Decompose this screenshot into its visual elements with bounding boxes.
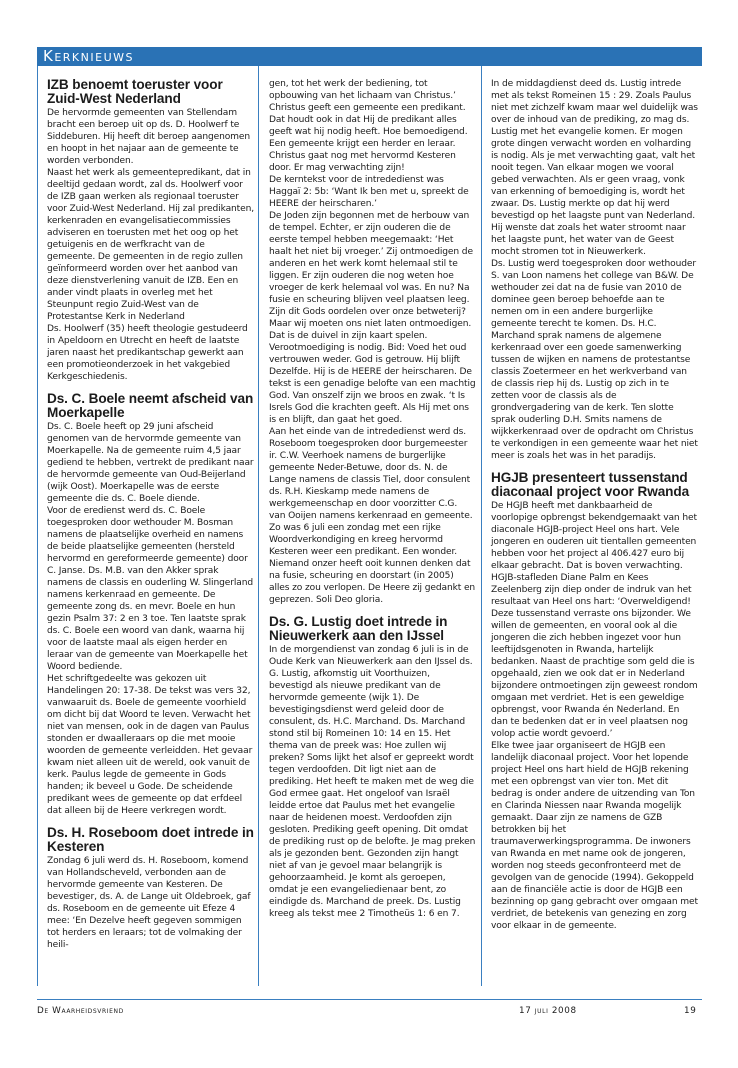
section-header-bar (37, 47, 702, 66)
article-paragraph: De hervormde gemeenten van Stellendam bracht een beroep uit op ds. D. Hoolwerf te Siddeburen. Hij heeft dit beroep aangenomen en hoopt in het najaar aan de gemeente te worden verbonden. (47, 108, 251, 166)
column-rule (481, 66, 482, 986)
article-headline: Ds. C. Boele neemt afscheid van Moerkapelle (47, 391, 254, 420)
footer-date: 17 juli 2008 (519, 1006, 577, 1016)
footer-rule (37, 999, 702, 1000)
article-paragraph: Ds. Hoolwerf (35) heeft theologie gestudeerd in Apeldoorn en Utrecht en heeft de laatste jaren naast het predikantschap gewerkt aan een promotieonderzoek in het vakgebied Kerkgeschiedenis. (47, 324, 248, 382)
article-paragraph: gen, tot het werk der bediening, tot opbouwing van het lichaam van Christus.’ Christus geeft een gemeente een predikant. Dat houdt ook in dat Hij de predikant alles geeft wat hij nodig heeft. Hoe bemoedigend. Een gemeente krijgt een herder en leraar. Christus gaat nog met hervormd Kesteren door. Er mag verwachting zijn! (269, 79, 468, 173)
section-title: Kerknieuws (43, 47, 134, 65)
article-paragraph: Naast het werk als gemeentepredikant, dat in deeltijd gedaan wordt, zal ds. Hoolwerf voor de IZB gaan werken als regionaal toeruster voor Zuid-West Nederland. Hij zal predikanten, kerkenraden en evangelisatiecommissies adviseren en toerusten met het oog op het getuigenis en de werfkracht van de gemeente. De gemeenten in de regio zullen geïnformeerd worden over het aanbod van deze dienstverlening vanuit de IZB. Een en ander vindt plaats in overleg met het Steunpunt regio Zuid-West van de Protestantse Kerk in Nederland (47, 168, 254, 322)
article-paragraph: De HGJB heeft met dankbaarheid de voorlopige opbrengst bekendgemaakt van het diaconale HGJB-project Heel ons hart. Vele jongeren en ouderen uit tientallen gemeenten hebben voor het project al 406.427 euro bij elkaar gebracht. Dat is boven verwachting. HGJB-stafleden Diane Palm en Kees Zeelenberg zijn diep onder de indruk van het resultaat van Heel ons hart: ‘Overweldigend! Deze tussenstand verraste ons bijzonder. We willen de gemeenten, en vooral ook al die jongeren die zich hebben ingezet voor hun leeftijdsgenoten in Rwanda, hartelijk bedanken. Naast de prachtige som geld die is opgehaald, zien we ook dat er in Nederland bijzondere ontmoetingen zijn geweest rondom omgaan met verdriet. Het is een geweldige opbrengst, voor Rwanda én Nederland. En dan te bedenken dat er in veel plaatsen nog volop actie wordt gevoerd.’ (491, 501, 698, 739)
article-paragraph: Ds. C. Boele heeft op 29 juni afscheid genomen van de hervormde gemeente van Moerkapelle. Na de gemeente ruim 4,5 jaar gediend te hebben, vertrekt de predikant naar de hervormde gemeente van Oud-Beijerland (wijk Oost). Moerkapelle was de eerste gemeente die ds. C. Boele diende. (47, 422, 254, 504)
article-headline: Ds. H. Roseboom doet intrede in Kesteren (47, 825, 254, 854)
column-rule (258, 66, 259, 986)
article-paragraph: Elke twee jaar organiseert de HGJB een landelijk diaconaal project. Voor het lopende project Heel ons hart hield de HGJB rekening met een opbrengst van vier ton. Met dit bedrag is onder andere de uitzending van Ton en Clarinda Niessen naar Rwanda mogelijk gemaakt. Daar zijn ze namens de GZB betrokken bij het traumaverwerkingsprogramma. De inwoners van Rwanda en met name ook de jongeren, worden nog steeds geconfronteerd met de gevolgen van de genocide (1994). Gekoppeld aan de financiële actie is door de HGJB een bezinning op gang gebracht over omgaan met verdriet, de betekenis van genezing en zorg voor elkaar in de gemeente. (491, 741, 698, 931)
article-column-2 (269, 78, 476, 920)
footer-page-number: 19 (684, 1006, 697, 1016)
article-column-3 (491, 78, 698, 932)
article-paragraph: De Joden zijn begonnen met de herbouw van de tempel. Echter, er zijn ouderen die de eerste tempel hebben meegemaakt: ‘Het haalt het niet bij vroeger.’ Zij ontmoedigen de anderen en het werk komt helemaal stil te liggen. Er zijn ouderen die nog weten hoe vroeger de kerk helemaal vol was. En nu? Na fusie en scheuring blijven veel plaatsen leeg. Zijn dit Gods oordelen over onze betweterij? Maar wij moeten ons niet laten ontmoedigen. Dat is de duivel in zijn kaart spelen. Verootmoediging is nodig. Bid: Voed het oud vertrouwen weder. God is getrouw. Hij blijft Dezelfde. Hij is de HEERE der heirscharen. De tekst is een genadige belofte van een machtig God. Van onszelf zijn we broos en zwak. ‘t Is Isrels God die krachten geeft. Als Hij met ons is en blijft, dan gaat het goed. (269, 211, 476, 425)
article-column-1 (47, 78, 254, 951)
article-headline: HGJB presenteert tussenstand diaconaal project voor Rwanda (491, 470, 690, 499)
article-paragraph: Zondag 6 juli werd ds. H. Roseboom, komend van Hollandscheveld, verbonden aan de hervormde gemeente van Kesteren. De bevestiger, ds. A. de Lange uit Oldebroek, gaf ds. Roseboom en de gemeente uit Efeze 4 mee: ‘En Dezelve heeft gegeven sommigen tot herders en leraars; tot de volmaking der heili- (47, 856, 251, 950)
article-paragraph: In de middagdienst deed ds. Lustig intrede met als tekst Romeinen 15 : 29. Zoals Paulus niet met zichzelf kwam maar wel duidelijk was over de inhoud van de prediking, zo mag ds. Lustig met het evangelie komen. Er mogen grote dingen verwacht worden en volharding is nodig. Als je met verwachting gaat, valt het nooit tegen. Van elkaar mogen we vooral gebed verwachten. Als er geen vraag, vonk van erkenning of bemoediging is, wordt het zwaar. Ds. Lustig merkte op dat hij werd bevestigd op het laagste punt van Nederland. Hij wenste dat zoals het water stroomt naar het laagste punt, het water van de Geest mocht stromen tot in Nieuwerkerk. (491, 79, 698, 257)
article-headline: Ds. G. Lustig doet intrede in Nieuwerkerk aan den IJssel (269, 614, 448, 643)
article-headline: IZB benoemt toeruster voor Zuid-West Nederland (47, 77, 223, 106)
article-paragraph: De kerntekst voor de intrededienst was Haggaï 2: 5b: ‘Want Ik ben met u, spreekt de HEERE der heirscharen.’ (269, 175, 469, 209)
column-rule-left (37, 66, 38, 986)
footer-publication: De Waarheidsvriend (37, 1006, 124, 1016)
article-paragraph: In de morgendienst van zondag 6 juli is in de Oude Kerk van Nieuwerkerk aan den IJssel ds. G. Lustig, afkomstig uit Voorthuizen, bevestigd als nieuwe predikant van de hervormde gemeente (wijk 1). De bevestigingsdienst werd geleid door de consulent, ds. H.C. Marchand. Ds. Marchand stond stil bij Romeinen 10: 14 en 15. Het thema van de preek was: Hoe zullen wij preken? Soms lijkt het alsof er gepreekt wordt tegen verdoofden. Dit ligt niet aan de prediking. Het heeft te maken met de weg die God ermee gaat. Het ongeloof van Israël leidde ertoe dat Paulus met het evangelie naar de heidenen moest. Verdoofden zijn gesloten. Prediking geeft opening. Dit omdat de prediking rust op de belofte. Je mag preken als je gezonden bent. Gezonden zijn hangt niet af van je gevoel maar belangrijk is gehoorzaamheid. Je komt als geroepen, omdat je een evangeliedienaar bent, zo eindigde ds. Marchand de preek. Ds. Lustig kreeg als tekst mee 2 Timotheüs 1: 6 en 7. (269, 645, 476, 919)
article-paragraph: Het schriftgedeelte was gekozen uit Handelingen 20: 17-38. De tekst was vers 32, vanwaaruit ds. Boele de gemeente voorhield om dicht bij dat Woord te leven. Verwacht het niet van mensen, ook in de dagen van Paulus stonden er dwaalleraars op die met mooie woorden de gemeente verleidden. Het gevaar kwam niet alleen uit de wereld, ook vanuit de kerk. Paulus legde de gemeente in Gods handen; ik beveel u Gode. De scheidende predikant wees de gemeente op dat erfdeel dat alleen bij de Heere verkregen wordt. (47, 674, 253, 816)
article-paragraph: Aan het einde van de intrededienst werd ds. Roseboom toegesproken door burgemeester ir. C.W. Veerhoek namens de burgerlijke gemeente Neder-Betuwe, door ds. N. de Lange namens de classis Tiel, door consulent ds. R.H. Kieskamp mede namens de werkgemeenschap en door voorzitter C.G. van Ooijen namens kerkenraad en gemeente. (269, 427, 473, 521)
article-paragraph: Voor de eredienst werd ds. C. Boele toegesproken door wethouder M. Bosman namens de plaatselijke overheid en namens de beide plaatselijke gemeenten (hersteld hervormd en gereformeerde gemeente) door C. Janse. Ds. M.B. van den Akker sprak namens de classis en ouderling W. Slingerland namens kerkenraad en gemeente. De gemeente zong ds. en mevr. Boele en hun gezin Psalm 37: 2 en 3 toe. Ten laatste sprak ds. C. Boele een woord van dank, waarna hij voor de laatste maal als eigen herder en leraar van de gemeente van Moerkapelle het Woord bediende. (47, 506, 253, 672)
article-paragraph: Ds. Lustig werd toegesproken door wethouder S. van Loon namens het college van B&W. De wethouder zei dat na de fusie van 2010 de dominee geen beroep behoefde aan te nemen om in een andere burgerlijke gemeente terecht te komen. Ds. H.C. Marchand sprak namens de algemene kerkenraad over een goede samenwerking tussen de wijken en namens de protestantse classis Zoetermeer en het werkverband van de classis riep hij ds. Lustig op zich in te zetten voor de classis als de grondvergadering van de kerk. Ten slotte sprak ouderling D.H. Smits namens de wijkkerkenraad over de opdracht om Christus te verkondigen in een gemeente waar het niet meer is zoals het was in het paradijs. (491, 259, 698, 461)
article-paragraph: Zo was 6 juli een zondag met een rijke Woordverkondiging en kreeg hervormd Kesteren weer een predikant. Een wonder. Niemand onzer heeft ooit kunnen denken dat na fusie, scheuring en doorstart (in 2005) alles zo zou verlopen. De Heere zij gedankt en geprezen. Soli Deo gloria. (269, 523, 476, 605)
